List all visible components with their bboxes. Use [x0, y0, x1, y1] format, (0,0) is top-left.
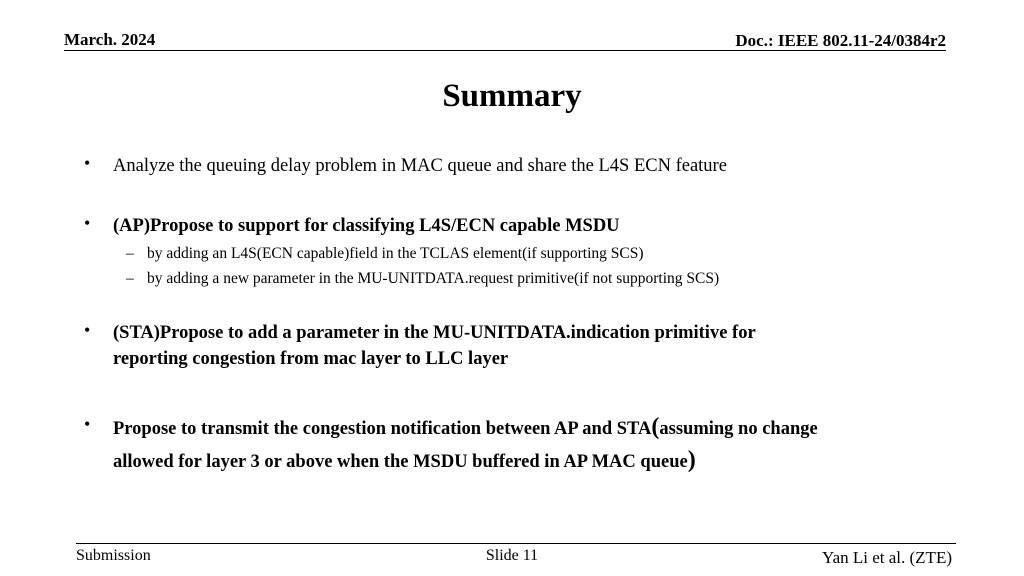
bullet-1-marker: •: [84, 153, 91, 173]
subitem-1-text: by adding an L4S(ECN capable)field in the TCLAS element(if supporting SCS): [147, 245, 644, 262]
header-date: March. 2024: [64, 30, 156, 49]
bullet-1-text: Analyze the queuing delay problem in MAC queue and share the L4S ECN feature: [113, 156, 727, 176]
subitem-1-dash: –: [126, 245, 134, 262]
footer-slide-number: Slide 11: [485, 547, 539, 564]
footer-author: Yan Li et al. (ZTE): [822, 548, 952, 567]
bullet-3-marker: •: [84, 320, 91, 340]
bullet-4-text: [113, 412, 953, 478]
bullet-3-line-1: (STA)Propose to add a parameter in the MU-UNITDATA.indication primitive for: [113, 323, 756, 343]
bullet-2-marker: •: [84, 213, 91, 233]
bullet-4-part-1: Propose to transmit the congestion notification between AP and STA: [113, 419, 652, 439]
bullet-4-marker: •: [84, 414, 91, 434]
bullet-4-line-2: [113, 445, 953, 478]
page-title: Summary: [442, 78, 582, 114]
bullet-4-part-3: allowed for layer 3 or above when the MSDU buffered in AP MAC queue: [113, 452, 688, 472]
subitem-2-text: by adding a new parameter in the MU-UNITDATA.request primitive(if not supporting SCS): [147, 270, 720, 287]
bullet-4-paren-open: (: [651, 414, 660, 440]
header-divider: [64, 50, 946, 51]
header-doc-id: Doc.: IEEE 802.11-24/0384r2: [735, 31, 946, 50]
bullet-4-part-2: assuming no change: [659, 419, 818, 439]
bullet-3-line-2: reporting congestion from mac layer to LLC layer: [113, 349, 509, 369]
bullet-4-paren-close: ): [687, 447, 696, 473]
bullet-3-text: [113, 320, 953, 372]
footer-divider: [76, 543, 956, 544]
subitem-2-dash: –: [126, 270, 134, 287]
footer-submission: Submission: [76, 547, 151, 564]
bullet-4-line-1: [113, 412, 953, 445]
bullet-2-text: (AP)Propose to support for classifying L4S/ECN capable MSDU: [113, 216, 620, 236]
